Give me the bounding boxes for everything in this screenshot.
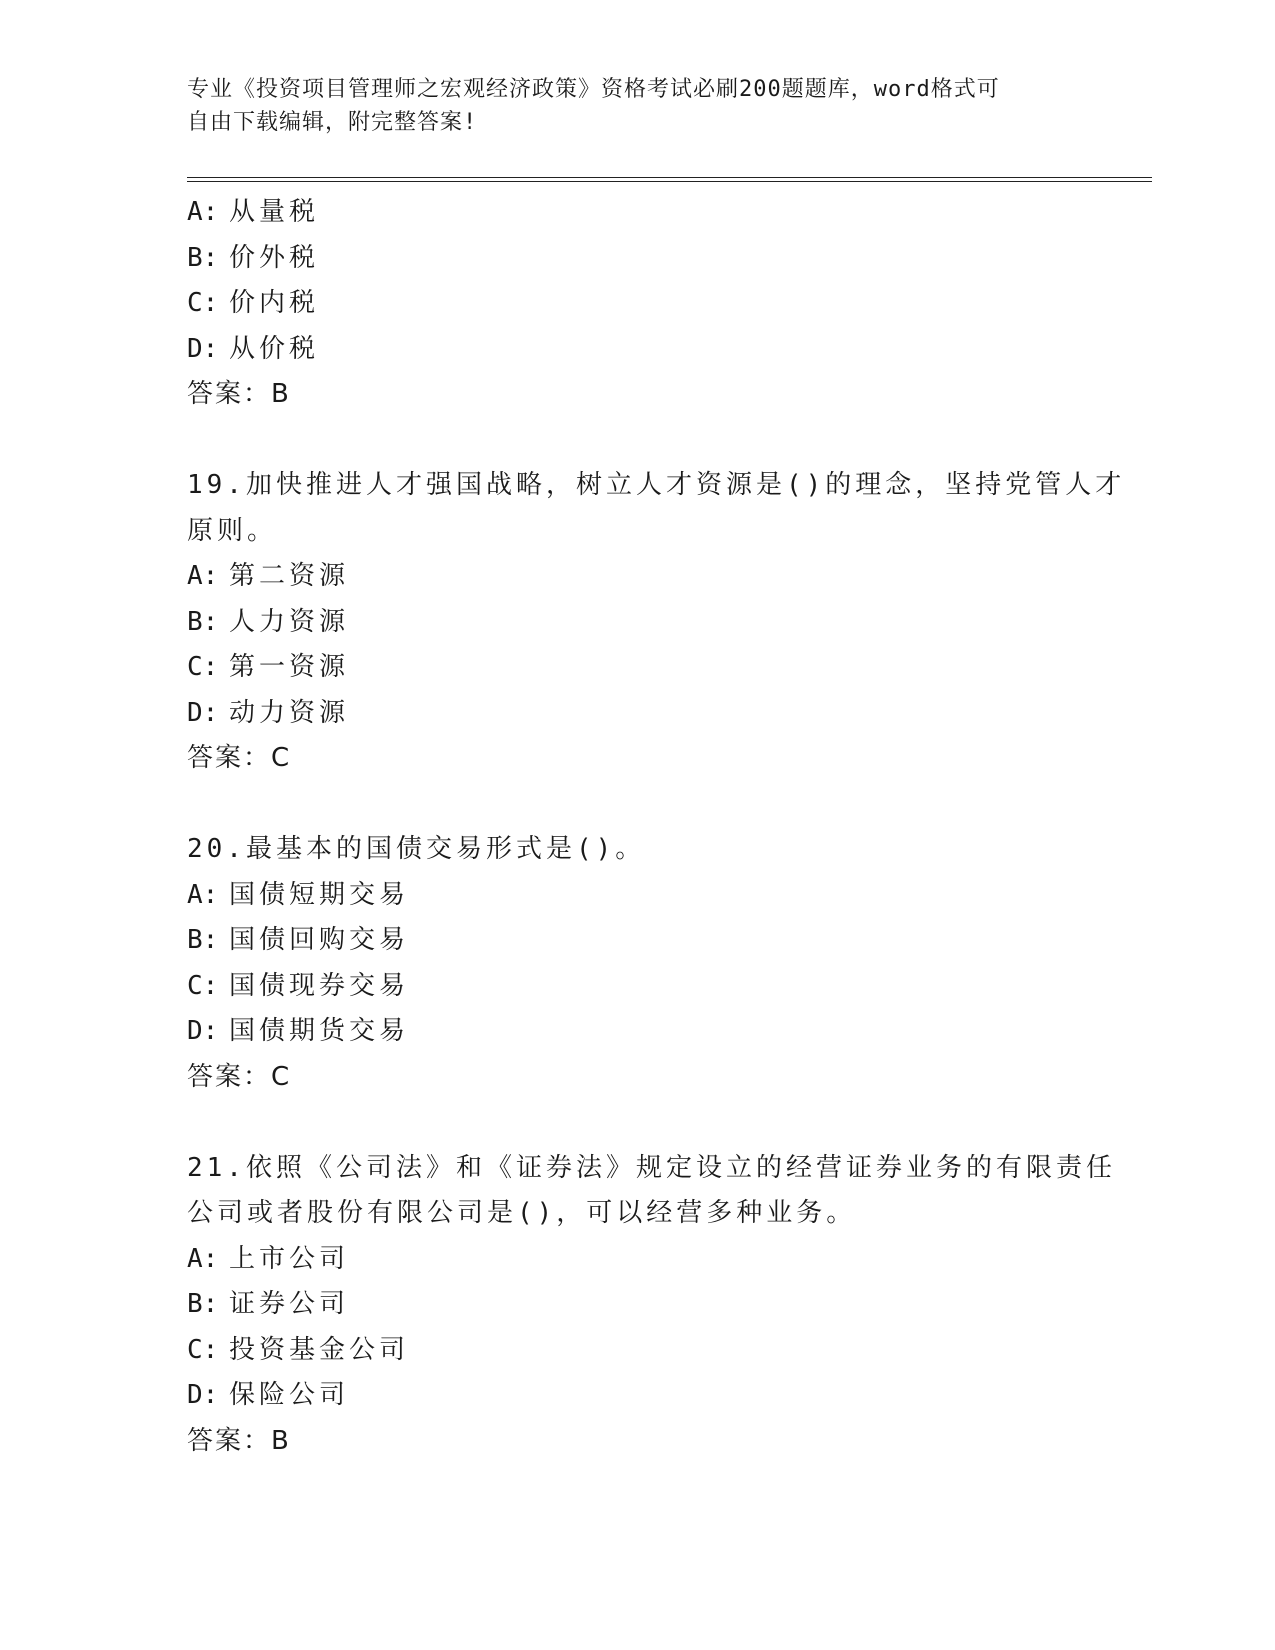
option-b <box>187 1282 1087 1328</box>
option-letter: B: <box>187 606 219 637</box>
question-stem-line: 公司或者股份有限公司是()，可以经营多种业务。 <box>187 1198 857 1228</box>
option-d <box>187 1009 1087 1055</box>
option-letter: D: <box>187 333 219 364</box>
option-text: 从价税 <box>229 333 320 364</box>
question-stem-line: 原则。 <box>187 515 278 546</box>
option-d <box>187 691 1087 737</box>
option-a <box>187 873 1087 919</box>
option-letter: A: <box>187 879 219 910</box>
option-a <box>187 554 1087 600</box>
option-text: 上市公司 <box>229 1243 350 1274</box>
option-letter: B: <box>187 1289 219 1319</box>
option-text: 第二资源 <box>229 561 350 591</box>
option-c <box>187 964 1087 1010</box>
question-20 <box>187 827 1087 1100</box>
question-18-continued <box>187 190 1087 418</box>
option-d <box>187 327 1087 373</box>
option-a <box>187 190 1087 236</box>
option-letter: B: <box>187 242 219 273</box>
option-b <box>187 600 1087 646</box>
option-text: 国债现券交易 <box>229 970 410 1001</box>
option-letter: A: <box>187 561 219 591</box>
question-stem-line: 20.最基本的国债交易形式是()。 <box>187 834 646 864</box>
document-header <box>187 73 1067 139</box>
option-d <box>187 1373 1087 1419</box>
option-text: 投资基金公司 <box>229 1334 410 1365</box>
header-line-1: 专业《投资项目管理师之宏观经济政策》资格考试必刷200题题库，word格式可 <box>187 77 1000 102</box>
option-letter: A: <box>187 1243 219 1274</box>
option-text: 国债回购交易 <box>229 925 410 955</box>
question-stem-line: 21.依照《公司法》和《证券法》规定设立的经营证券业务的有限责任 <box>187 1152 1116 1183</box>
option-letter: C: <box>187 288 219 318</box>
option-letter: B: <box>187 925 219 955</box>
header-double-rule <box>187 177 1152 182</box>
option-text: 价内税 <box>229 288 320 318</box>
option-letter: D: <box>187 1380 219 1410</box>
option-letter: D: <box>187 1016 219 1046</box>
question-stem-line: 19.加快推进人才强国战略，树立人才资源是()的理念，坚持党管人才 <box>187 470 1126 500</box>
option-a <box>187 1237 1087 1283</box>
option-text: 价外税 <box>229 242 320 273</box>
option-letter: D: <box>187 697 219 728</box>
option-letter: C: <box>187 1334 219 1365</box>
option-text: 人力资源 <box>229 606 350 637</box>
option-b <box>187 236 1087 282</box>
option-text: 证券公司 <box>229 1289 350 1319</box>
option-c <box>187 645 1087 691</box>
question-list <box>187 190 1126 1464</box>
option-text: 保险公司 <box>229 1380 350 1410</box>
option-c <box>187 281 1087 327</box>
option-letter: C: <box>187 652 219 682</box>
option-text: 第一资源 <box>229 652 350 682</box>
question-19 <box>187 463 1126 782</box>
answer-line: 答案：C <box>187 743 292 773</box>
answer-line: 答案：C <box>187 1061 292 1092</box>
option-letter: C: <box>187 970 219 1001</box>
header-line-2: 自由下载编辑，附完整答案! <box>187 110 478 135</box>
option-text: 国债期货交易 <box>229 1016 410 1046</box>
option-c <box>187 1328 1087 1374</box>
answer-line: 答案：B <box>187 379 291 409</box>
option-b <box>187 918 1087 964</box>
option-text: 国债短期交易 <box>229 879 410 910</box>
question-21 <box>187 1146 1116 1465</box>
option-letter: A: <box>187 197 219 227</box>
option-text: 从量税 <box>229 197 320 227</box>
answer-line: 答案：B <box>187 1425 291 1456</box>
option-text: 动力资源 <box>229 697 350 728</box>
